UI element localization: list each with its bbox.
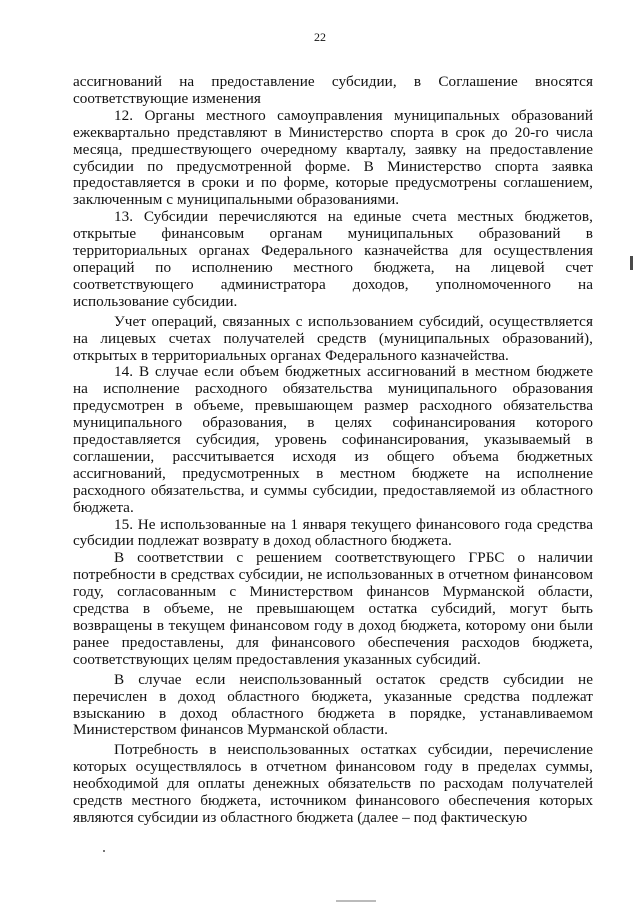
page-number: 22: [314, 30, 326, 44]
paragraph-15-recovery: В случае если неиспользованный остаток средств субсидии не перечислен в доход областного бюджета, указанные средства подлежат взысканию в доход областного бюджета в порядке, устанавливаемом Министерством финансов Мурманской области.: [73, 670, 593, 739]
document-body: [73, 74, 593, 827]
scan-bottom-mark: [336, 900, 376, 902]
paragraph-12: 12. Органы местного самоуправления муниципальных образований ежеквартально представляют в Министерство спорта в срок до 20-го числа месяца, предшествующего очередному кварталу, заявку на предоставление субсидии по предусмотренной форме. В Министерство спорта заявка предоставляется в сроки и по форме, которые предусмотрены соглашением, заключенным с муниципальными образованиями.: [73, 106, 593, 209]
scan-dot-mark: [103, 850, 105, 852]
paragraph-13-accounting: Учет операций, связанных с использованием субсидий, осуществляется на лицевых счетах получателей средств (муниципальных образований), открытых в территориальных органах Федерального казначейства.: [73, 312, 593, 364]
paragraph-13: 13. Субсидии перечисляются на единые счета местных бюджетов, открытые финансовым органам муниципальных образований в территориальных органах Федерального казначейства для осуществления операций по исполнению местного бюджета, на лицевой счет соответствующего администратора доходов, уполномоченного на использование субсидии.: [73, 208, 593, 310]
paragraph-15: 15. Не использованные на 1 января текущего финансового года средства субсидии подлежат возврату в доход областного бюджета.: [73, 515, 593, 550]
paragraph-continuation: ассигнований на предоставление субсидии, в Соглашение вносятся соответствующие изменения: [73, 73, 593, 107]
paragraph-15-need: Потребность в неиспользованных остатках субсидии, перечисление которых осуществлялось в отчетном финансовом году в пределах суммы, необходимой для оплаты денежных обязательств по расходам получателей средств местного бюджета, источником финансового обеспечения которых являются субсидии из областного бюджета (далее – под фактическую: [73, 741, 593, 826]
paragraph-15-return: В соответствии с решением соответствующего ГРБС о наличии потребности в средствах субсидии, не использованных в отчетном финансовом году, согласованным с Министерством финансов Мурманской области, средства в объеме, не превышающем остатка субсидий, могут быть возвращены в текущем финансовом году в доход бюджета, которому они были ранее предоставлены, для финансового обеспечения расходов бюджета, соответствующих целям предоставления указанных субсидий.: [73, 549, 593, 668]
scan-margin-mark: [630, 256, 633, 270]
paragraph-14: 14. В случае если объем бюджетных ассигнований в местном бюджете на исполнение расходного обязательства муниципального образования предусмотрен в объеме, превышающем размер расходного обязательства муниципального образования, в целях софинансирования которого предоставляется субсидия, уровень софинансирования, указываемый в соглашении, рассчитывается исходя из общего объема бюджетных ассигнований, предусмотренных в местном бюджете на исполнение расходного обязательства, и суммы субсидии, предоставляемой из областного бюджета.: [73, 363, 593, 516]
